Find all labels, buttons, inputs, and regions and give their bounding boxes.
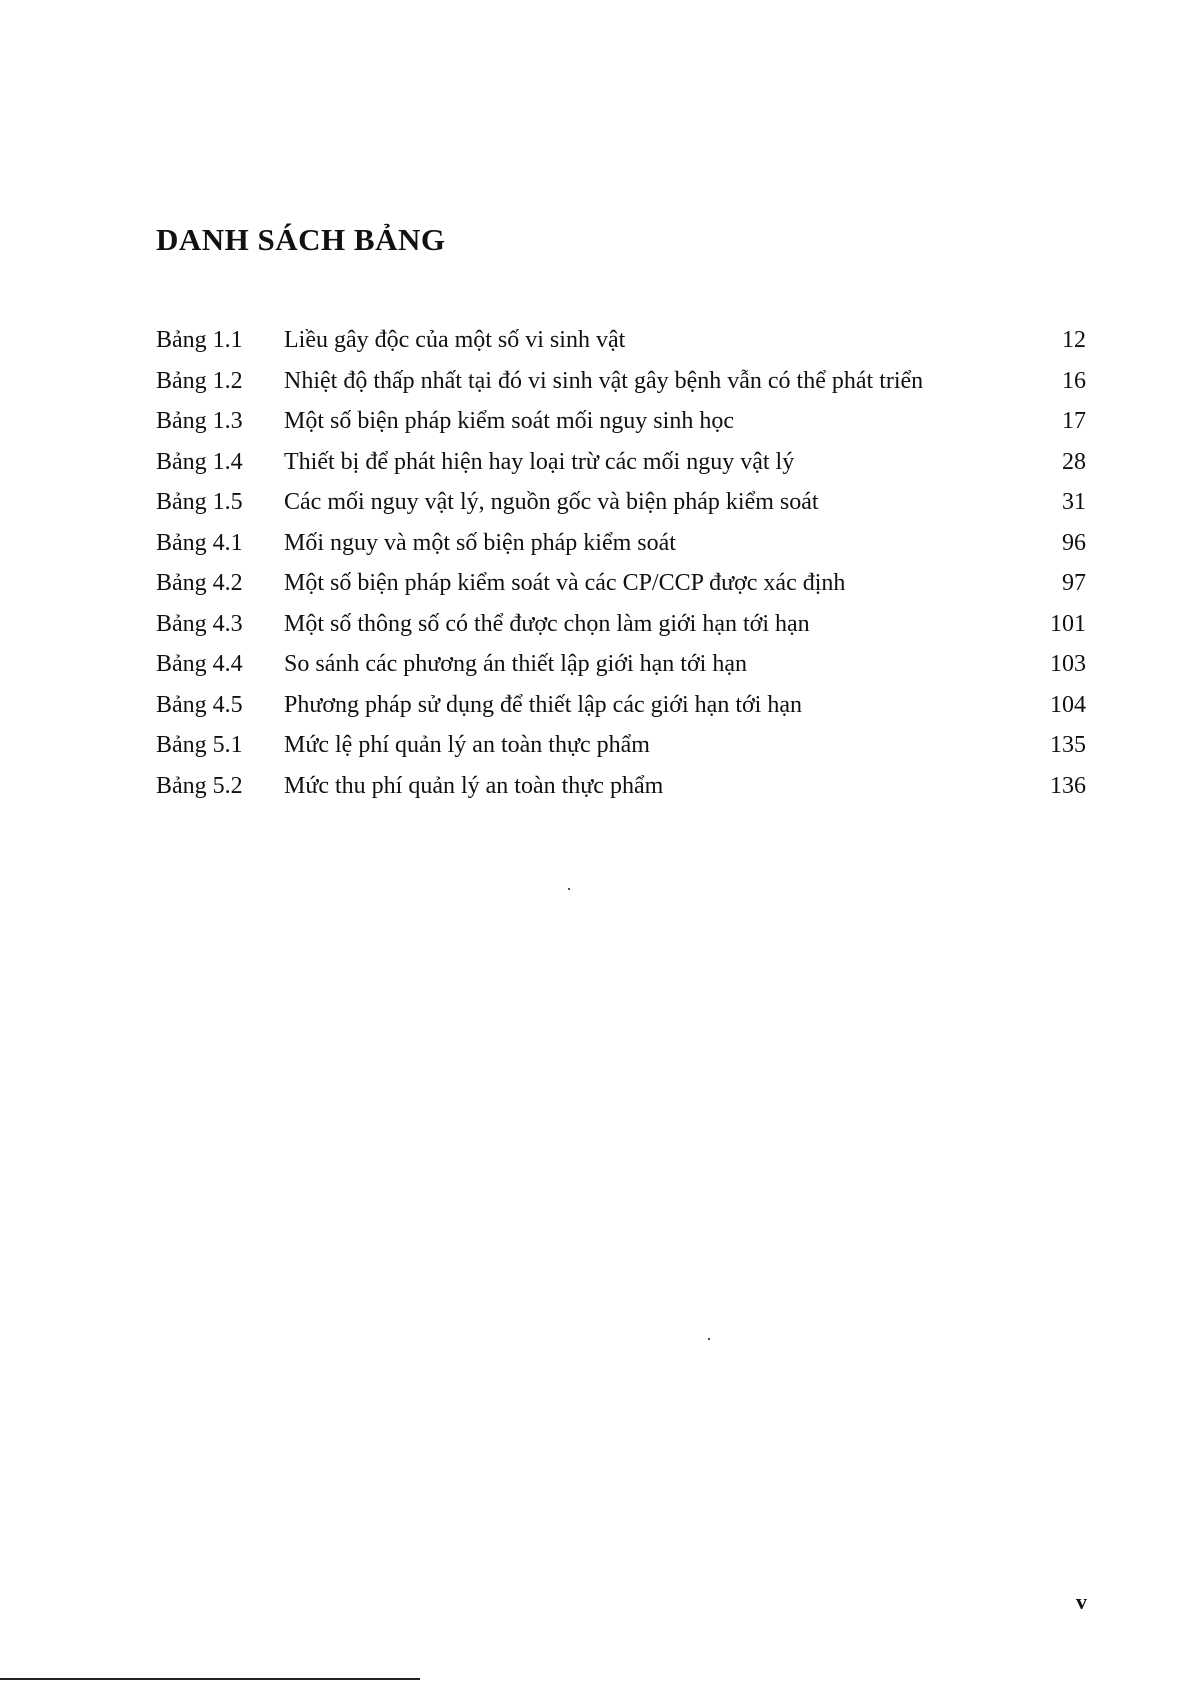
footer-rule [0, 1678, 420, 1680]
entry-title: Một số biện pháp kiểm soát và các CP/CCP được xác định [284, 570, 846, 596]
entry-page-number: 136 [1050, 772, 1086, 799]
entry-page-number: 17 [1062, 408, 1086, 434]
entry-page-number: 104 [1050, 691, 1086, 718]
entry-title: Liều gây độc của một số vi sinh vật [284, 327, 626, 353]
entry-title: Các mối nguy vật lý, nguồn gốc và biện pháp kiểm soát [284, 489, 819, 515]
table-list-entry [156, 449, 1086, 490]
entry-page-number: 103 [1050, 651, 1086, 677]
entry-page-number: 12 [1062, 327, 1086, 353]
table-list-entry [156, 489, 1086, 530]
entry-page-number: 96 [1062, 529, 1086, 556]
entry-label: Bảng 4.2 [156, 570, 243, 596]
entry-label: Bảng 1.2 [156, 367, 243, 394]
scan-speck [568, 888, 570, 890]
entry-label: Bảng 4.3 [156, 610, 243, 637]
entry-label: Bảng 1.3 [156, 408, 243, 434]
table-list [156, 327, 1086, 813]
page-title: DANH SÁCH BẢNG [156, 222, 446, 257]
entry-title: Phương pháp sử dụng để thiết lập các giới hạn tới hạn [284, 691, 802, 718]
entry-title: Mối nguy và một số biện pháp kiểm soát [284, 529, 676, 556]
entry-label: Bảng 4.1 [156, 529, 243, 556]
table-list-entry [156, 732, 1086, 773]
entry-title: Thiết bị để phát hiện hay loại trừ các mối nguy vật lý [284, 448, 795, 475]
entry-page-number: 31 [1062, 489, 1086, 515]
entry-page-number: 16 [1062, 367, 1086, 394]
entry-label: Bảng 4.5 [156, 691, 243, 718]
table-list-entry [156, 368, 1086, 409]
table-list-entry [156, 408, 1086, 449]
entry-label: Bảng 5.2 [156, 772, 243, 799]
entry-title: Mức lệ phí quản lý an toàn thực phẩm [284, 732, 650, 758]
entry-page-number: 101 [1050, 610, 1086, 637]
entry-title: Một số thông số có thể được chọn làm giới hạn tới hạn [284, 610, 810, 637]
table-list-entry [156, 773, 1086, 814]
table-list-entry [156, 692, 1086, 733]
table-list-entry [156, 327, 1086, 368]
table-list-entry [156, 611, 1086, 652]
entry-title: Mức thu phí quản lý an toàn thực phẩm [284, 772, 664, 799]
entry-title: Một số biện pháp kiểm soát mối nguy sinh học [284, 408, 734, 434]
entry-title: So sánh các phương án thiết lập giới hạn tới hạn [284, 651, 747, 677]
entry-label: Bảng 1.1 [156, 327, 243, 353]
table-list-entry [156, 651, 1086, 692]
table-list-entry [156, 570, 1086, 611]
entry-label: Bảng 4.4 [156, 651, 243, 677]
entry-page-number: 97 [1062, 570, 1086, 596]
entry-title: Nhiệt độ thấp nhất tại đó vi sinh vật gây bệnh vẫn có thể phát triển [284, 367, 924, 394]
entry-label: Bảng 5.1 [156, 732, 243, 758]
entry-label: Bảng 1.4 [156, 448, 243, 475]
table-list-entry [156, 530, 1086, 571]
scan-speck [708, 1338, 710, 1340]
page-number: v [1076, 1589, 1087, 1614]
entry-label: Bảng 1.5 [156, 489, 243, 515]
entry-page-number: 135 [1050, 732, 1086, 758]
entry-page-number: 28 [1062, 448, 1086, 475]
